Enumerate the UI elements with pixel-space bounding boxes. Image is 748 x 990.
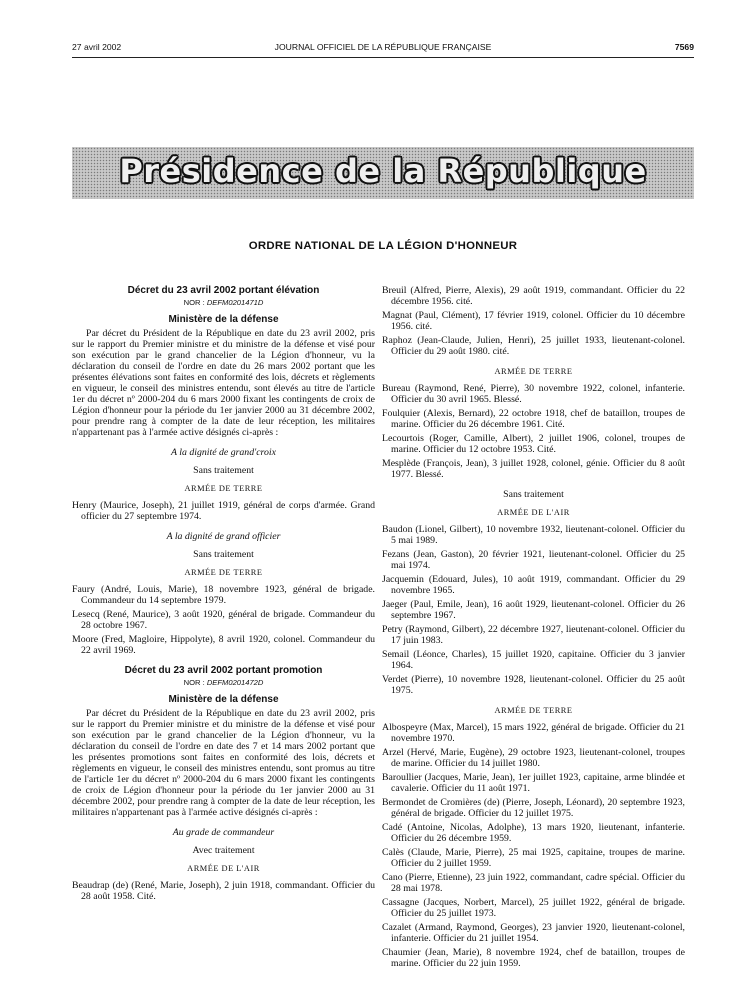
arm-heading: ARMÉE DE TERRE [494, 367, 573, 376]
right-column [382, 285, 685, 972]
arm-heading: ARMÉE DE TERRE [494, 706, 573, 715]
decree-title: Décret du 23 avril 2002 portant élévation [127, 285, 320, 296]
nor-code: DEFM0201472D [206, 678, 264, 687]
list-item: Baroullier (Jacques, Marie, Jean), 1er juillet 1923, capitaine, arme blindée et cavalerie. Officier du 11 août 1971. [382, 772, 685, 794]
list-item: Beaudrap (de) (René, Marie, Joseph), 2 juin 1918, commandant. Officier du 28 août 1958. Cité. [72, 880, 375, 902]
left-column [72, 285, 375, 905]
header-journal-title: JOURNAL OFFICIEL DE LA RÉPUBLIQUE FRANÇAISE [274, 42, 492, 52]
treatment-heading: Avec traitement [192, 845, 255, 856]
grade-heading: Au grade de commandeur [172, 827, 275, 838]
list-item: Albospeyre (Max, Marcel), 15 mars 1922, général de brigade. Officier du 21 novembre 1970. [382, 722, 685, 744]
grade-heading: A la dignité de grand'croix [171, 447, 276, 458]
list-item: Raphoz (Jean-Claude, Julien, Henri), 25 juillet 1933, lieutenant-colonel. Officier du 29 août 1980. cité. [382, 335, 685, 357]
list-item: Cano (Pierre, Etienne), 23 juin 1922, commandant, cadre spécial. Officier du 28 mai 1978. [382, 872, 685, 894]
list-item: Baudon (Lionel, Gilbert), 10 novembre 1932, lieutenant-colonel. Officier du 5 mai 1989. [382, 524, 685, 546]
decree-title: Décret du 23 avril 2002 portant promotion [124, 665, 323, 676]
list-item: Henry (Maurice, Joseph), 21 juillet 1919, général de corps d'armée. Grand officier du 27 septembre 1974. [72, 500, 375, 522]
nor-label: NOR : [183, 298, 205, 307]
list-item: Bermondet de Cromières (de) (Pierre, Joseph, Léonard), 20 septembre 1923, général de brigade. Officier du 12 juillet 1975. [382, 797, 685, 819]
treatment-heading: Sans traitement [193, 549, 254, 560]
list-item: Semail (Léonce, Charles), 15 juillet 1920, capitaine. Officier du 3 janvier 1964. [382, 649, 685, 671]
list-item: Jaeger (Paul, Emile, Jean), 16 août 1929, lieutenant-colonel. Officier du 26 septembre 1967. [382, 599, 685, 621]
list-item: Magnat (Paul, Clément), 17 février 1919, colonel. Officier du 10 décembre 1956. cité. [382, 310, 685, 332]
nor-code: DEFM0201471D [206, 298, 264, 307]
banner-title: Présidence de la République [119, 152, 647, 190]
ministry-heading: Ministère de la défense [168, 694, 279, 705]
nor-label: NOR : [183, 678, 205, 687]
list-item: Mesplède (François, Jean), 3 juillet 1928, colonel, génie. Officier du 8 août 1977. Blessé. [382, 458, 685, 480]
grade-heading: A la dignité de grand officier [166, 531, 281, 542]
arm-heading: ARMÉE DE TERRE [184, 484, 263, 493]
list-item: Lecourtois (Roger, Camille, Albert), 2 juillet 1906, colonel, troupes de marine. Officier du 12 octobre 1953. Cité. [382, 433, 685, 455]
arm-heading: ARMÉE DE TERRE [184, 568, 263, 577]
list-item: Cadé (Antoine, Nicolas, Adolphe), 13 mars 1920, lieutenant, infanterie. Officier du 26 décembre 1959. [382, 822, 685, 844]
list-item: Bureau (Raymond, René, Pierre), 30 novembre 1922, colonel, infanterie. Officier du 30 avril 1965. Blessé. [382, 383, 685, 405]
nor-reference [72, 297, 375, 308]
header-date: 27 avril 2002 [72, 42, 122, 52]
page-header [72, 42, 694, 56]
list-item: Arzel (Hervé, Marie, Eugène), 29 octobre 1923, lieutenant-colonel, troupes de marine. Officier du 14 juillet 1980. [382, 747, 685, 769]
header-rule [72, 57, 694, 58]
header-page-number: 7569 [674, 42, 694, 52]
list-item: Chaumier (Jean, Marie), 8 novembre 1924, chef de bataillon, troupes de marine. Officier du 22 juin 1959. [382, 947, 685, 969]
list-item: Petry (Raymond, Gilbert), 22 décembre 1927, lieutenant-colonel. Officier du 17 juin 1983. [382, 624, 685, 646]
list-item: Verdet (Pierre), 10 novembre 1928, lieutenant-colonel. Officier du 25 août 1975. [382, 674, 685, 696]
list-item: Fezans (Jean, Gaston), 20 février 1921, lieutenant-colonel. Officier du 25 mai 1974. [382, 549, 685, 571]
presidency-banner [72, 147, 694, 199]
ministry-heading: Ministère de la défense [168, 314, 279, 325]
section-title: ORDRE NATIONAL DE LA LÉGION D'HONNEUR [248, 240, 518, 252]
list-item: Lesecq (René, Maurice), 3 août 1920, général de brigade. Commandeur du 28 octobre 1967. [72, 609, 375, 631]
nor-reference [72, 677, 375, 688]
list-item: Breuil (Alfred, Pierre, Alexis), 29 août 1919, commandant. Officier du 22 décembre 1956. cité. [382, 285, 685, 307]
arm-heading: ARMÉE DE L'AIR [497, 508, 570, 517]
treatment-heading: Sans traitement [503, 489, 564, 500]
arm-heading: ARMÉE DE L'AIR [187, 864, 260, 873]
list-item: Cazalet (Armand, Raymond, Georges), 23 janvier 1920, lieutenant-colonel, infanterie. Officier du 21 juillet 1954. [382, 922, 685, 944]
decree-paragraph: Par décret du Président de la République en date du 23 avril 2002, pris sur le rapport du Premier ministre et du ministre de la défense et visé pour son exécution par le grand chancelier de la Légion d'honneur, vu la déclaration du conseil de l'ordre en date du 26 mars 2002 portant que les présentes élévations sont faites en conformité des lois, décrets et règlements en vigueur, le conseil des ministres entendu, sont élevés au titre de l'article 1er du décret nº 2000-204 du 6 mars 2000 fixant les contingents de croix de Légion d'honneur pour la période du 1er janvier 2000 au 31 décembre 2002, pour prendre rang à compter de la date de leur réception, les militaires n'appartenant pas à l'armée active désignés ci-après : [72, 328, 375, 438]
treatment-heading: Sans traitement [193, 465, 254, 476]
list-item: Cassagne (Jacques, Norbert, Marcel), 25 juillet 1922, général de brigade. Officier du 25 juillet 1973. [382, 897, 685, 919]
list-item: Calès (Claude, Marie, Pierre), 25 mai 1925, capitaine, troupes de marine. Officier du 2 juillet 1959. [382, 847, 685, 869]
decree-paragraph: Par décret du Président de la République en date du 23 avril 2002, pris sur le rapport du Premier ministre et du ministre de la défense et visé pour son exécution par le grand chancelier de la Légion d'honneur, vu la déclaration du conseil de l'ordre en date des 7 et 14 mars 2002 portant que les présentes promotions sont faites en conformité des lois, décrets et règlements en vigueur, le conseil des ministres entendu, sont promus au titre de l'article 1er du décret nº 2000-204 du 6 mars 2000 fixant les contingents de croix de Légion d'honneur pour la période du 1er janvier 2000 au 31 décembre 2002, pour prendre rang à compter de la date de leur réception, les militaires n'appartenant pas à l'armée active désignés ci-après : [72, 708, 375, 818]
list-item: Faury (André, Louis, Marie), 18 novembre 1923, général de brigade. Commandeur du 14 septembre 1979. [72, 584, 375, 606]
list-item: Moore (Fred, Magloire, Hippolyte), 8 avril 1920, colonel. Commandeur du 22 avril 1969. [72, 634, 375, 656]
list-item: Foulquier (Alexis, Bernard), 22 octobre 1918, chef de bataillon, troupes de marine. Officier du 26 décembre 1961. Cité. [382, 408, 685, 430]
list-item: Jacquemin (Edouard, Jules), 10 août 1919, commandant. Officier du 29 novembre 1965. [382, 574, 685, 596]
